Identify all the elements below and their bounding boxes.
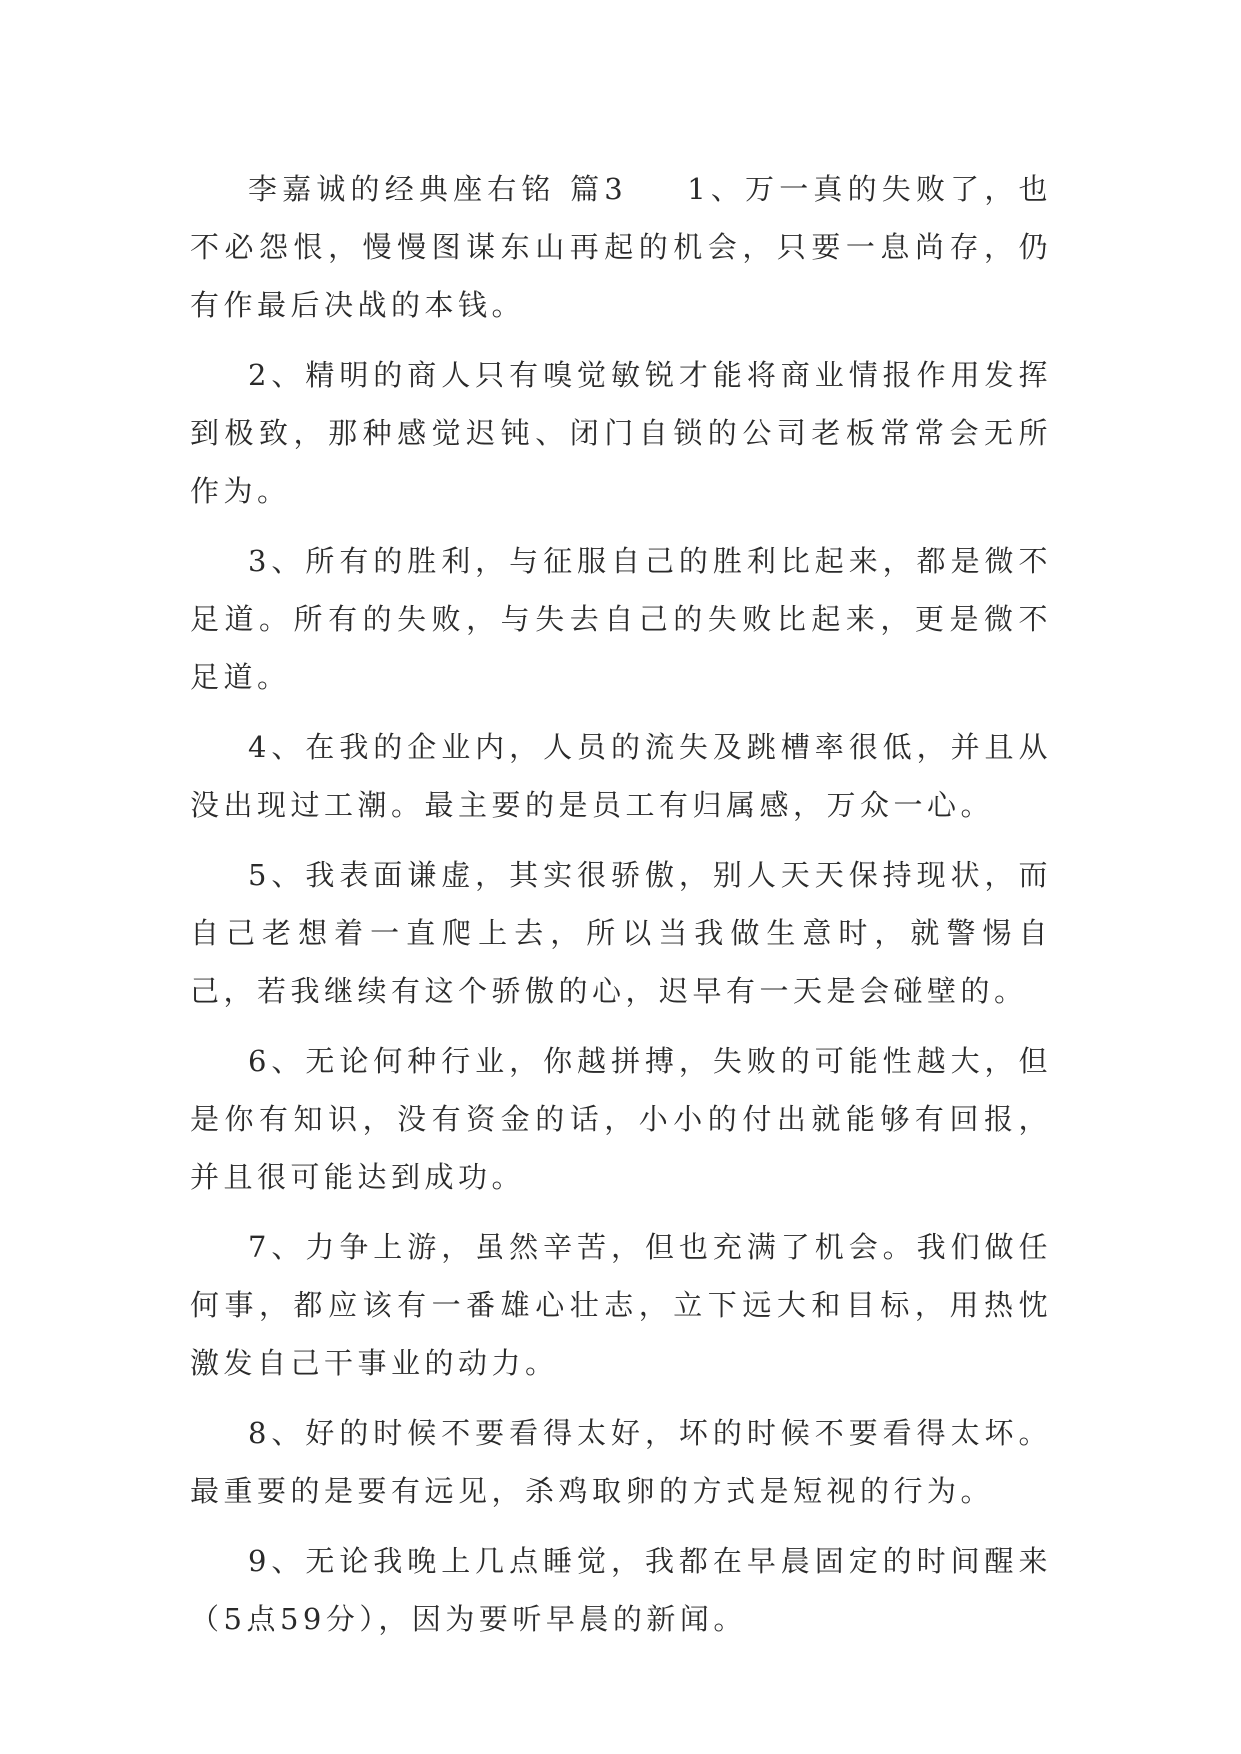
paragraph-7: 7、力争上游，虽然辛苦，但也充满了机会。我们做任何事，都应该有一番雄心壮志，立下远大和目标，用热忱激发自己干事业的动力。 bbox=[190, 1230, 1052, 1380]
paragraph-1 bbox=[190, 160, 1052, 334]
document-heading: 李嘉诚的经典座右铭 篇3 bbox=[248, 172, 628, 206]
paragraph-9: 9、无论我晚上几点睡觉，我都在早晨固定的时间醒来（5点59分），因为要听早晨的新闻。 bbox=[190, 1544, 1052, 1636]
paragraph-6: 6、无论何种行业，你越拼搏，失败的可能性越大，但是你有知识，没有资金的话，小小的付出就能够有回报，并且很可能达到成功。 bbox=[190, 1044, 1052, 1194]
paragraph-5: 5、我表面谦虚，其实很骄傲，别人天天保持现状，而自己老想着一直爬上去，所以当我做生意时，就警惕自己，若我继续有这个骄傲的心，迟早有一天是会碰壁的。 bbox=[190, 858, 1052, 1008]
paragraph-4: 4、在我的企业内，人员的流失及跳槽率很低，并且从没出现过工潮。最主要的是员工有归属感，万众一心。 bbox=[190, 730, 1052, 822]
document-body bbox=[190, 160, 1052, 1648]
paragraph-2: 2、精明的商人只有嗅觉敏锐才能将商业情报作用发挥到极致，那种感觉迟钝、闭门自锁的公司老板常常会无所作为。 bbox=[190, 358, 1052, 508]
paragraph-3: 3、所有的胜利，与征服自己的胜利比起来，都是微不足道。所有的失败，与失去自己的失败比起来，更是微不足道。 bbox=[190, 544, 1052, 694]
intro-text: 1、万一真的失败了，也不必怨恨，慢慢图谋东山再起的机会，只要一息尚存，仍有作最后决战的本钱。 bbox=[190, 172, 1052, 322]
paragraph-8: 8、好的时候不要看得太好，坏的时候不要看得太坏。最重要的是要有远见，杀鸡取卵的方式是短视的行为。 bbox=[190, 1416, 1052, 1508]
